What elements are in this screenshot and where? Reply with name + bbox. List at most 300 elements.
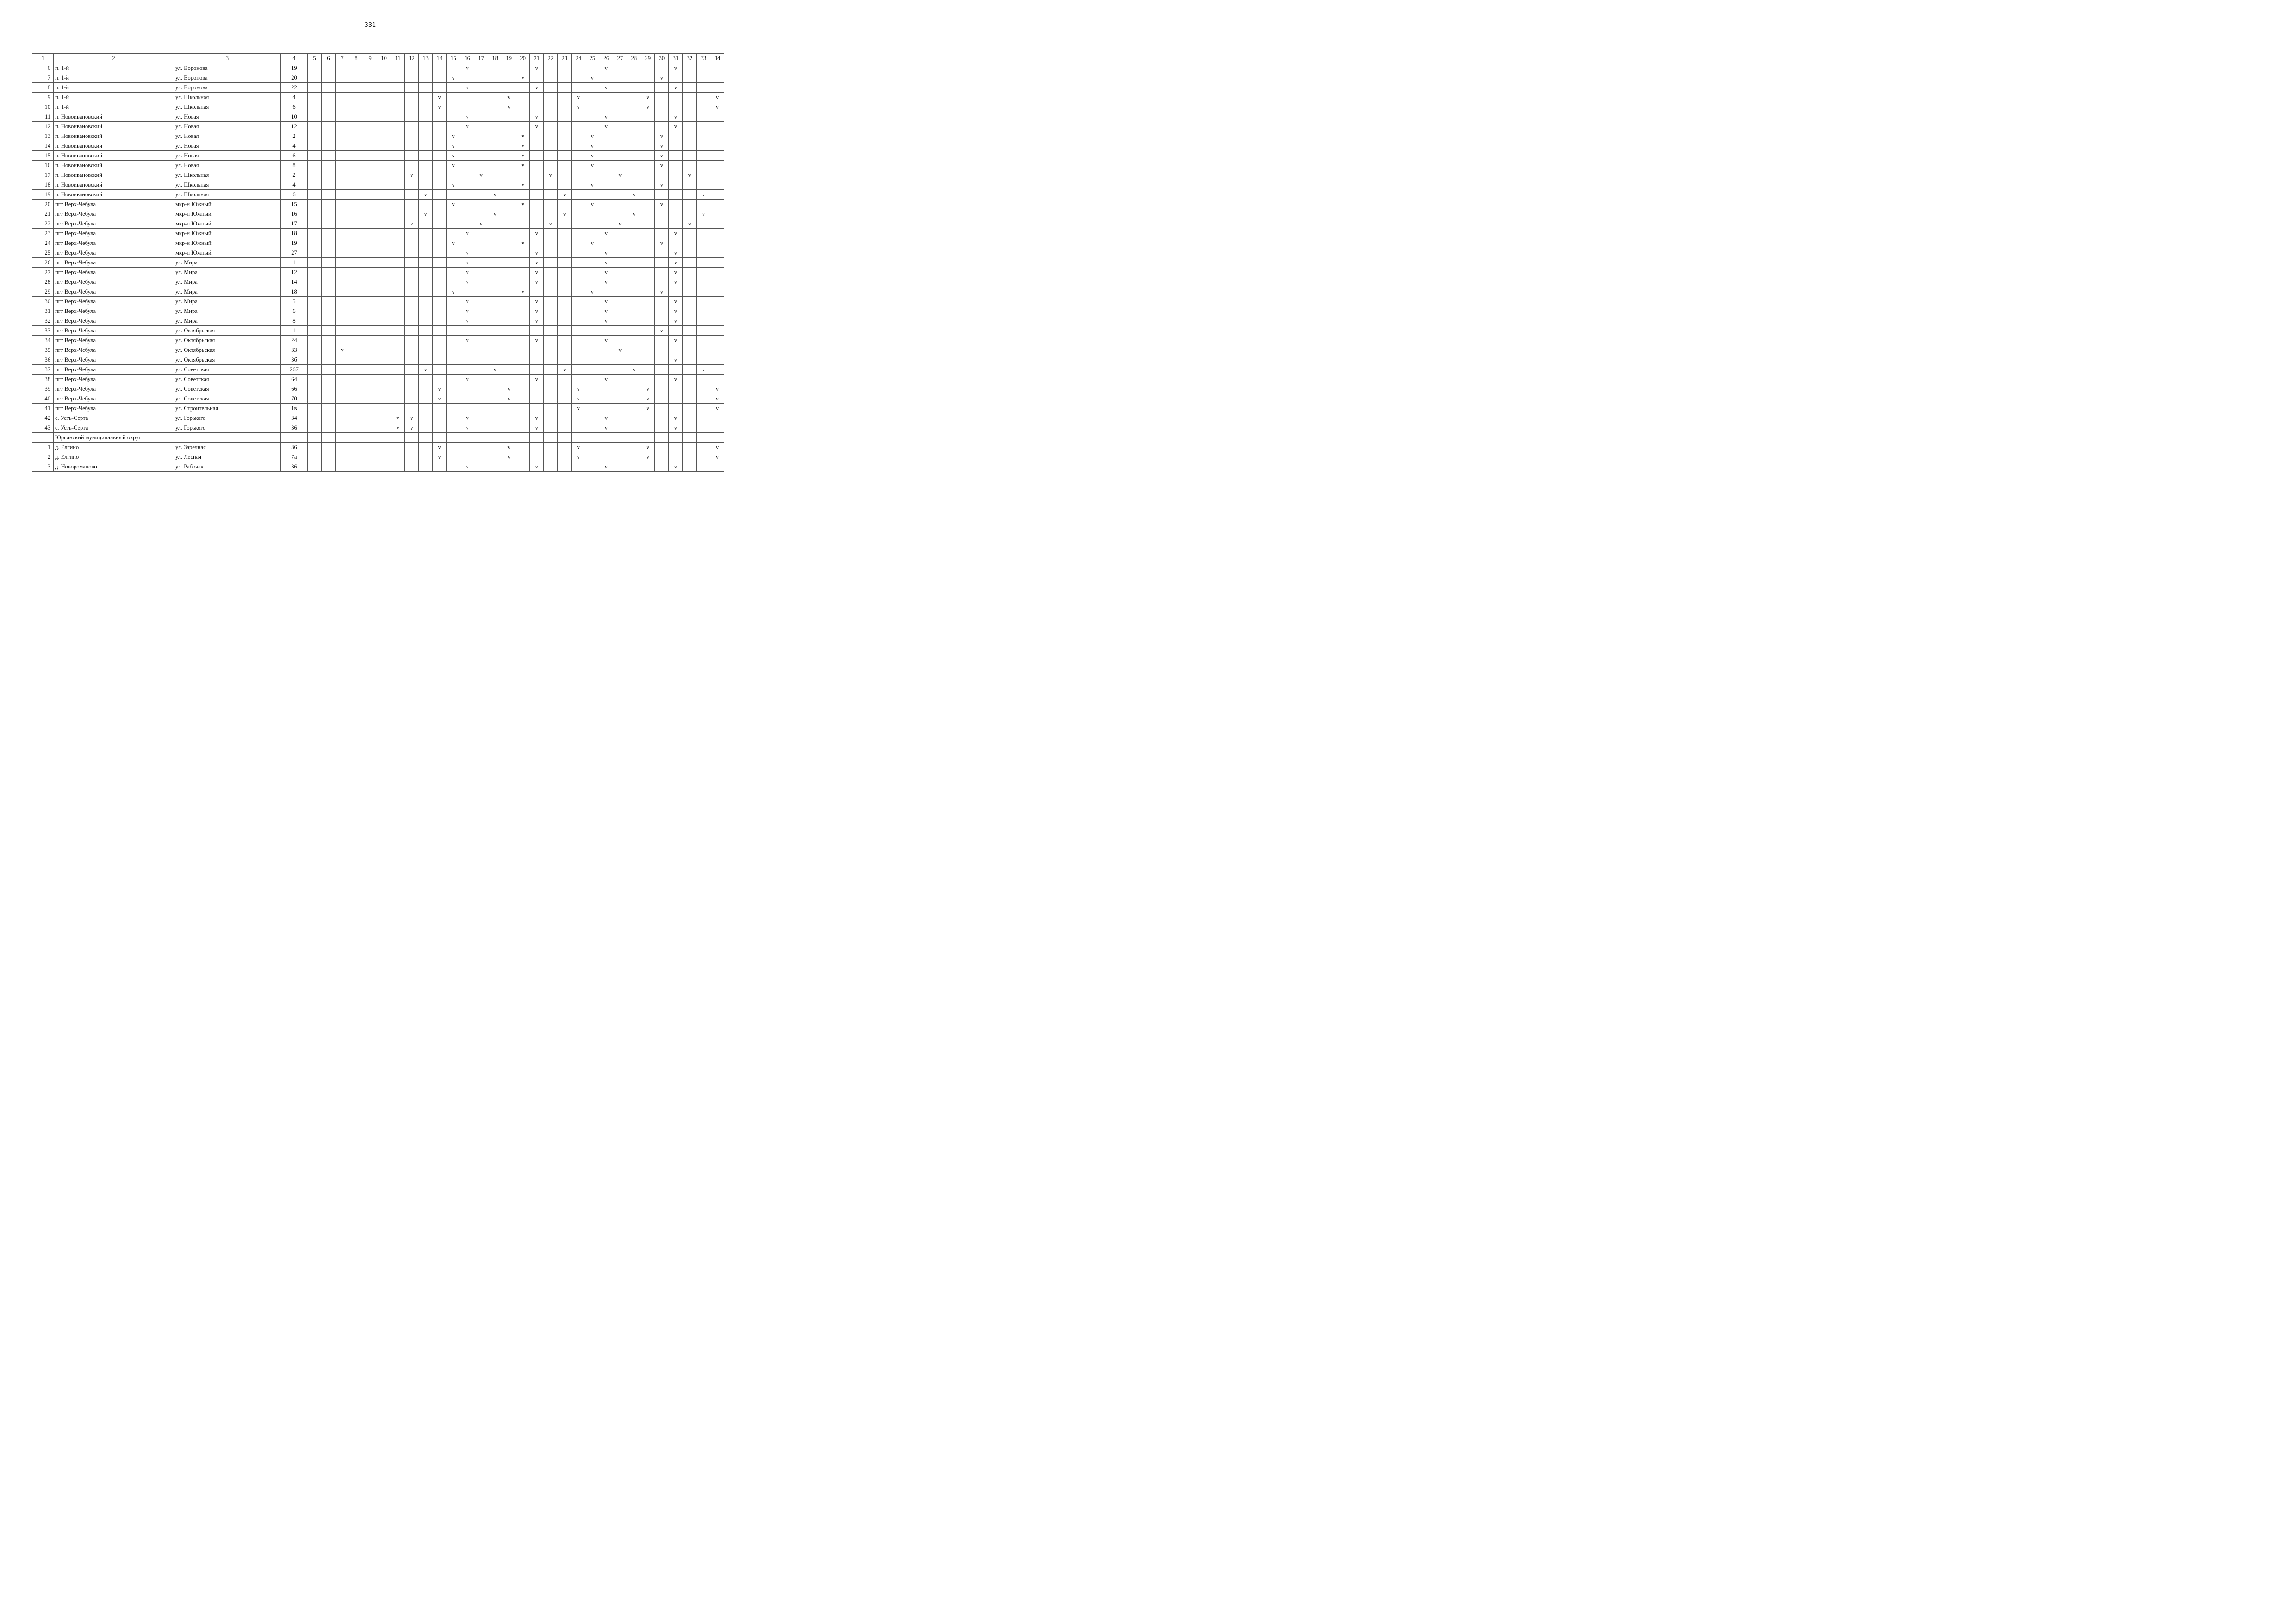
mark-cell [669, 365, 683, 375]
mark-cell [405, 161, 419, 170]
check-mark: v [460, 229, 474, 238]
mark-cell [377, 404, 391, 413]
table-row [32, 336, 724, 345]
mark-cell [599, 190, 613, 200]
mark-cell [488, 394, 502, 404]
check-mark: v [641, 93, 655, 102]
mark-cell [641, 433, 655, 443]
mark-cell [558, 141, 572, 151]
mark-cell [516, 423, 530, 433]
mark-cell [322, 151, 336, 161]
mark-cell [488, 200, 502, 209]
settlement-cell: пгт Верх-Чебула [54, 404, 174, 413]
mark-cell [572, 277, 585, 287]
mark-cell [558, 394, 572, 404]
check-mark: v [641, 394, 655, 404]
mark-cell [641, 209, 655, 219]
check-mark: v [433, 93, 447, 102]
mark-cell [669, 180, 683, 190]
mark-cell [322, 73, 336, 83]
mark-cell [336, 355, 349, 365]
house-cell: 4 [281, 93, 308, 102]
mark-cell [447, 326, 460, 336]
check-mark: v [655, 161, 669, 170]
mark-cell [683, 180, 697, 190]
street-cell: ул. Воронова [174, 83, 281, 93]
mark-cell [419, 287, 433, 297]
mark-cell [433, 112, 447, 122]
mark-cell [502, 209, 516, 219]
check-mark: v [669, 297, 683, 306]
mark-cell [433, 306, 447, 316]
mark-cell [669, 219, 683, 229]
mark-cell [683, 209, 697, 219]
mark-cell [391, 443, 405, 452]
mark-cell [488, 287, 502, 297]
street-cell: мкр-н Южный [174, 229, 281, 238]
mark-cell [474, 180, 488, 190]
mark-cell [433, 345, 447, 355]
mark-cell [377, 73, 391, 83]
check-mark: v [599, 258, 613, 268]
check-mark: v [641, 452, 655, 462]
mark-cell [349, 394, 363, 404]
mark-cell [433, 462, 447, 472]
mark-cell [558, 355, 572, 365]
street-cell: ул. Мира [174, 277, 281, 287]
mark-cell [377, 170, 391, 180]
mark-cell [516, 277, 530, 287]
table-row [32, 73, 724, 83]
row-number-cell: 16 [32, 161, 54, 170]
row-number-cell: 13 [32, 131, 54, 141]
settlement-cell: п. Новоивановский [54, 141, 174, 151]
row-number-cell: 32 [32, 316, 54, 326]
mark-cell [474, 151, 488, 161]
mark-cell [558, 63, 572, 73]
column-header: 29 [641, 54, 655, 63]
check-mark: v [585, 161, 599, 170]
mark-cell [363, 355, 377, 365]
mark-cell [613, 258, 627, 268]
mark-cell [697, 238, 710, 248]
mark-cell [710, 297, 724, 306]
check-mark: v [585, 73, 599, 83]
mark-cell [572, 83, 585, 93]
mark-cell [613, 316, 627, 326]
mark-cell [544, 345, 558, 355]
mark-cell [641, 365, 655, 375]
mark-cell [336, 413, 349, 423]
mark-cell [363, 365, 377, 375]
settlement-cell: п. Новоивановский [54, 112, 174, 122]
mark-cell [474, 258, 488, 268]
mark-cell [349, 336, 363, 345]
mark-cell [627, 413, 641, 423]
mark-cell [544, 83, 558, 93]
table-row [32, 131, 724, 141]
mark-cell [308, 365, 322, 375]
mark-cell [405, 200, 419, 209]
table-row [32, 306, 724, 316]
mark-cell [655, 423, 669, 433]
house-cell: 6 [281, 151, 308, 161]
mark-cell [530, 404, 544, 413]
mark-cell [308, 287, 322, 297]
mark-cell [322, 122, 336, 131]
mark-cell [710, 413, 724, 423]
mark-cell [419, 384, 433, 394]
mark-cell [308, 141, 322, 151]
house-cell: 1 [281, 258, 308, 268]
mark-cell [502, 151, 516, 161]
mark-cell [585, 248, 599, 258]
mark-cell [488, 93, 502, 102]
settlement-cell: пгт Верх-Чебула [54, 219, 174, 229]
settlement-cell: д. Новороманово [54, 462, 174, 472]
mark-cell [613, 365, 627, 375]
settlement-cell: п. Новоивановский [54, 122, 174, 131]
mark-cell [683, 112, 697, 122]
mark-cell [405, 248, 419, 258]
mark-cell [502, 200, 516, 209]
mark-cell [530, 326, 544, 336]
mark-cell [447, 443, 460, 452]
check-mark: v [530, 83, 544, 93]
mark-cell [405, 394, 419, 404]
mark-cell [377, 316, 391, 326]
mark-cell [349, 413, 363, 423]
mark-cell [460, 219, 474, 229]
mark-cell [363, 200, 377, 209]
table-row [32, 161, 724, 170]
mark-cell [488, 336, 502, 345]
check-mark: v [516, 180, 530, 190]
mark-cell [336, 433, 349, 443]
mark-cell [613, 394, 627, 404]
mark-cell [349, 297, 363, 306]
mark-cell [585, 83, 599, 93]
column-header: 20 [516, 54, 530, 63]
mark-cell [405, 122, 419, 131]
mark-cell [627, 141, 641, 151]
mark-cell [433, 258, 447, 268]
mark-cell [405, 443, 419, 452]
mark-cell [530, 180, 544, 190]
mark-cell [460, 443, 474, 452]
mark-cell [308, 238, 322, 248]
mark-cell [474, 277, 488, 287]
mark-cell [585, 355, 599, 365]
mark-cell [516, 365, 530, 375]
mark-cell [697, 345, 710, 355]
mark-cell [613, 190, 627, 200]
mark-cell [322, 375, 336, 384]
row-number-cell: 26 [32, 258, 54, 268]
mark-cell [447, 102, 460, 112]
mark-cell [572, 326, 585, 336]
mark-cell [572, 141, 585, 151]
mark-cell [683, 345, 697, 355]
mark-cell [363, 190, 377, 200]
mark-cell [405, 102, 419, 112]
column-header: 13 [419, 54, 433, 63]
mark-cell [308, 200, 322, 209]
column-header: 24 [572, 54, 585, 63]
mark-cell [322, 238, 336, 248]
house-cell: 4 [281, 180, 308, 190]
mark-cell [391, 345, 405, 355]
mark-cell [710, 229, 724, 238]
mark-cell [710, 423, 724, 433]
mark-cell [710, 141, 724, 151]
mark-cell [669, 238, 683, 248]
mark-cell [585, 277, 599, 287]
mark-cell [572, 287, 585, 297]
check-mark: v [516, 161, 530, 170]
mark-cell [641, 170, 655, 180]
row-number-cell: 17 [32, 170, 54, 180]
mark-cell [377, 200, 391, 209]
mark-cell [613, 73, 627, 83]
mark-cell [558, 452, 572, 462]
mark-cell [474, 355, 488, 365]
mark-cell [336, 229, 349, 238]
mark-cell [474, 297, 488, 306]
mark-cell [599, 326, 613, 336]
mark-cell [599, 93, 613, 102]
mark-cell [391, 258, 405, 268]
check-mark: v [599, 83, 613, 93]
mark-cell [488, 131, 502, 141]
mark-cell [377, 151, 391, 161]
settlement-cell: п. 1-й [54, 93, 174, 102]
mark-cell [627, 219, 641, 229]
mark-cell [377, 365, 391, 375]
mark-cell [572, 306, 585, 316]
row-number-cell: 34 [32, 336, 54, 345]
mark-cell [544, 268, 558, 277]
mark-cell [336, 277, 349, 287]
mark-cell [655, 433, 669, 443]
mark-cell [516, 443, 530, 452]
mark-cell [336, 219, 349, 229]
street-cell: мкр-н Южный [174, 219, 281, 229]
mark-cell [405, 306, 419, 316]
mark-cell [655, 277, 669, 287]
mark-cell [572, 229, 585, 238]
mark-cell [627, 268, 641, 277]
settlement-cell: п. Новоивановский [54, 151, 174, 161]
mark-cell [655, 83, 669, 93]
mark-cell [613, 209, 627, 219]
mark-cell [655, 365, 669, 375]
mark-cell [419, 131, 433, 141]
mark-cell [669, 131, 683, 141]
mark-cell [349, 209, 363, 219]
mark-cell [613, 102, 627, 112]
row-number-cell: 22 [32, 219, 54, 229]
mark-cell [627, 316, 641, 326]
mark-cell [544, 375, 558, 384]
check-mark: v [599, 336, 613, 345]
mark-cell [377, 219, 391, 229]
mark-cell [710, 306, 724, 316]
mark-cell [474, 102, 488, 112]
mark-cell [683, 462, 697, 472]
mark-cell [363, 112, 377, 122]
mark-cell [683, 93, 697, 102]
mark-cell [377, 277, 391, 287]
mark-cell [585, 375, 599, 384]
column-header: 25 [585, 54, 599, 63]
mark-cell [474, 394, 488, 404]
row-number-cell: 39 [32, 384, 54, 394]
mark-cell [391, 151, 405, 161]
check-mark: v [488, 190, 502, 200]
mark-cell [627, 297, 641, 306]
mark-cell [336, 190, 349, 200]
mark-cell [516, 112, 530, 122]
mark-cell [655, 316, 669, 326]
mark-cell [502, 248, 516, 258]
check-mark: v [710, 384, 724, 394]
mark-cell [627, 238, 641, 248]
mark-cell [655, 268, 669, 277]
check-mark: v [669, 248, 683, 258]
mark-cell [349, 443, 363, 452]
check-mark: v [530, 336, 544, 345]
mark-cell [460, 384, 474, 394]
mark-cell [377, 122, 391, 131]
mark-cell [599, 365, 613, 375]
mark-cell [502, 336, 516, 345]
settlement-cell: пгт Верх-Чебула [54, 375, 174, 384]
mark-cell [558, 229, 572, 238]
check-mark: v [474, 170, 488, 180]
mark-cell [391, 404, 405, 413]
mark-cell [308, 258, 322, 268]
mark-cell [599, 73, 613, 83]
mark-cell [655, 102, 669, 112]
mark-cell [322, 287, 336, 297]
mark-cell [377, 93, 391, 102]
section-row [32, 433, 724, 443]
mark-cell [391, 209, 405, 219]
mark-cell [433, 316, 447, 326]
mark-cell [627, 229, 641, 238]
mark-cell [516, 336, 530, 345]
mark-cell [697, 258, 710, 268]
mark-cell [447, 433, 460, 443]
mark-cell [363, 268, 377, 277]
mark-cell [599, 394, 613, 404]
mark-cell [419, 375, 433, 384]
mark-cell [488, 180, 502, 190]
check-mark: v [669, 375, 683, 384]
column-header: 4 [281, 54, 308, 63]
column-header: 27 [613, 54, 627, 63]
mark-cell [585, 122, 599, 131]
mark-cell [544, 73, 558, 83]
mark-cell [322, 433, 336, 443]
street-cell: ул. Новая [174, 141, 281, 151]
mark-cell [391, 200, 405, 209]
mark-cell [627, 102, 641, 112]
mark-cell [710, 375, 724, 384]
mark-cell [544, 238, 558, 248]
settlement-cell: п. Новоивановский [54, 131, 174, 141]
mark-cell [474, 238, 488, 248]
check-mark: v [460, 258, 474, 268]
mark-cell [377, 190, 391, 200]
column-header: 3 [174, 54, 281, 63]
mark-cell [405, 462, 419, 472]
mark-cell [377, 452, 391, 462]
mark-cell [669, 443, 683, 452]
mark-cell [544, 209, 558, 219]
mark-cell [683, 336, 697, 345]
mark-cell [641, 306, 655, 316]
mark-cell [460, 209, 474, 219]
mark-cell [697, 326, 710, 336]
check-mark: v [447, 131, 460, 141]
mark-cell [669, 93, 683, 102]
check-mark: v [627, 209, 641, 219]
mark-cell [683, 248, 697, 258]
mark-cell [655, 336, 669, 345]
mark-cell [516, 219, 530, 229]
check-mark: v [530, 316, 544, 326]
mark-cell [460, 161, 474, 170]
mark-cell [697, 336, 710, 345]
mark-cell [585, 190, 599, 200]
mark-cell [599, 287, 613, 297]
house-cell: 22 [281, 83, 308, 93]
mark-cell [641, 131, 655, 141]
mark-cell [613, 83, 627, 93]
mark-cell [669, 190, 683, 200]
mark-cell [544, 433, 558, 443]
mark-cell [391, 122, 405, 131]
mark-cell [558, 258, 572, 268]
mark-cell [377, 297, 391, 306]
mark-cell [488, 170, 502, 180]
mark-cell [572, 365, 585, 375]
mark-cell [322, 413, 336, 423]
check-mark: v [669, 63, 683, 73]
mark-cell [669, 433, 683, 443]
mark-cell [447, 384, 460, 394]
settlement-cell: п. Новоивановский [54, 190, 174, 200]
mark-cell [697, 229, 710, 238]
check-mark: v [502, 452, 516, 462]
mark-cell [683, 384, 697, 394]
mark-cell [655, 112, 669, 122]
mark-cell [585, 443, 599, 452]
mark-cell [391, 180, 405, 190]
house-cell: 16 [281, 209, 308, 219]
mark-cell [349, 180, 363, 190]
mark-cell [322, 336, 336, 345]
table-row [32, 365, 724, 375]
settlement-cell: п. 1-й [54, 73, 174, 83]
mark-cell [544, 326, 558, 336]
mark-cell [419, 63, 433, 73]
row-number-cell: 21 [32, 209, 54, 219]
house-cell [281, 433, 308, 443]
mark-cell [572, 336, 585, 345]
